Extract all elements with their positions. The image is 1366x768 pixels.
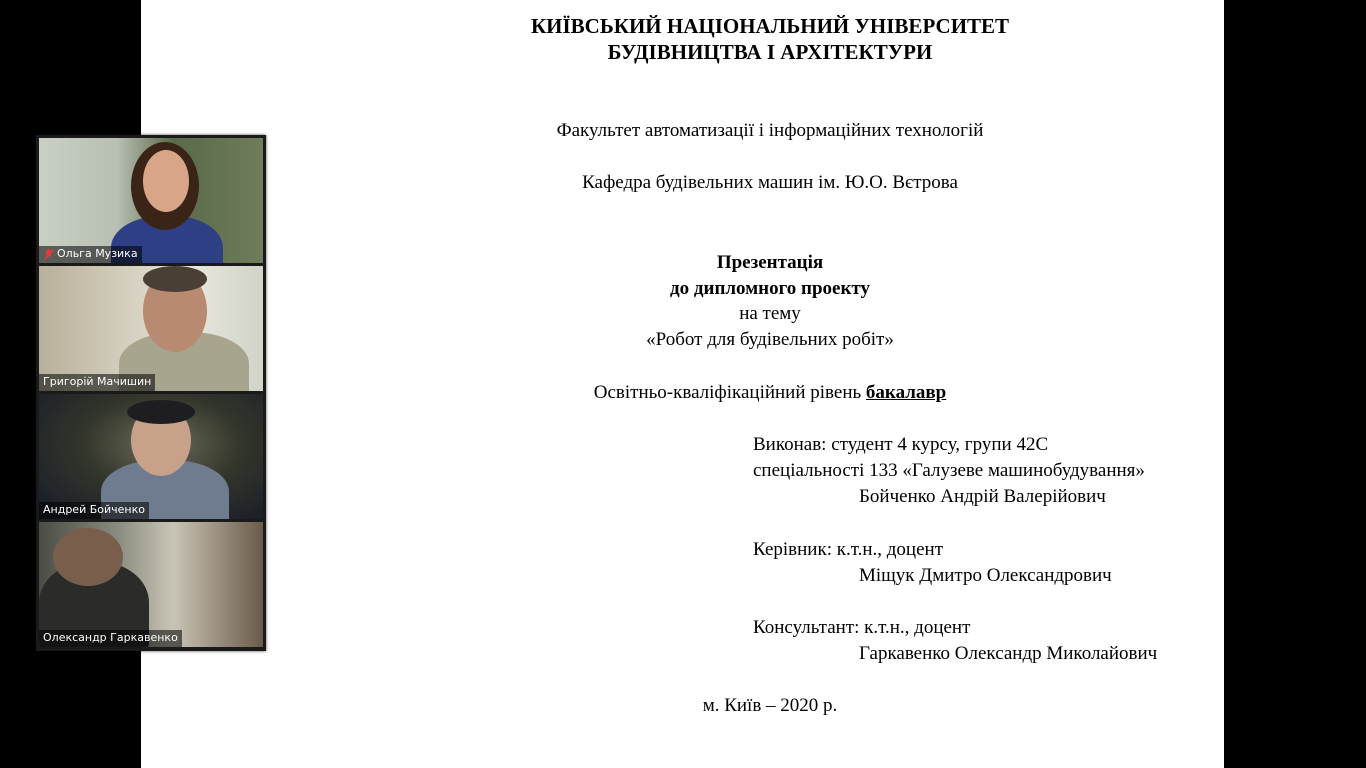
supervisor-name: Міщук Дмитро Олександрович (859, 565, 1112, 586)
person-hair (143, 266, 207, 292)
participant-name: Григорій Мачишин (43, 375, 152, 388)
university-line-1: КИЇВСЬКИЙ НАЦІОНАЛЬНИЙ УНІВЕРСИТЕТ (530, 14, 1010, 38)
consultant-name: Гаркавенко Олександр Миколайович (859, 643, 1158, 664)
participant-name-tag (39, 374, 155, 391)
video-gallery (36, 135, 266, 651)
participant-name: Андрей Бойченко (43, 503, 145, 516)
author-line-2: спеціальності 133 «Галузеве машинобудування» (753, 460, 1145, 481)
on-topic-text: на тему (739, 303, 801, 324)
video-tile-olga[interactable] (39, 138, 263, 263)
city-year-text: м. Київ – 2020 р. (702, 695, 838, 716)
project-heading: до дипломного проекту (670, 278, 870, 299)
qualification-level (594, 381, 947, 405)
qualification-level-prefix: Освітньо-кваліфікаційний рівень (593, 382, 866, 403)
presentation-heading: Презентація (716, 252, 824, 273)
participant-name: Ольга Музика (57, 247, 138, 260)
mic-muted-icon (43, 249, 54, 260)
consultant-line: Консультант: к.т.н., доцент (753, 617, 971, 638)
shared-slide (141, 0, 1224, 768)
headphones (127, 400, 195, 424)
qualification-level-value: бакалавр (865, 382, 947, 403)
participant-name-tag (39, 630, 182, 647)
university-line-2: БУДІВНИЦТВА І АРХІТЕКТУРИ (607, 40, 933, 64)
supervisor-line: Керівник: к.т.н., доцент (753, 539, 943, 560)
faculty-text: Факультет автоматизації і інформаційних технологій (556, 120, 984, 141)
author-line-1: Виконав: студент 4 курсу, групи 42С (753, 434, 1049, 455)
person-face (53, 528, 123, 586)
person-face (143, 150, 189, 212)
video-tile-hryhorii[interactable] (39, 266, 263, 391)
topic-text: «Робот для будівельних робіт» (646, 329, 894, 350)
participant-name: Олександр Гаркавенко (43, 631, 178, 644)
department-text: Кафедра будівельних машин ім. Ю.О. Вєтрова (582, 172, 958, 193)
author-name: Бойченко Андрій Валерійович (859, 486, 1106, 507)
video-tile-oleksandr[interactable] (39, 522, 263, 647)
participant-name-tag (39, 246, 142, 263)
participant-name-tag (39, 502, 149, 519)
video-tile-andrei[interactable] (39, 394, 263, 519)
